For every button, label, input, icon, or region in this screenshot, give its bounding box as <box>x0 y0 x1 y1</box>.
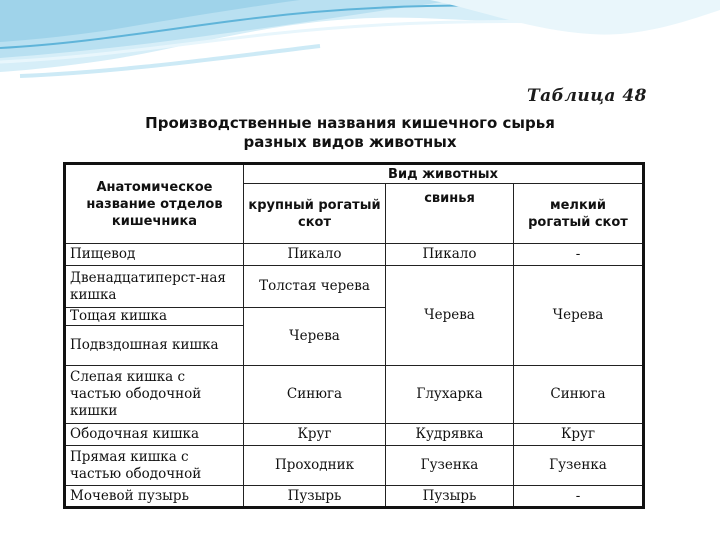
table-row <box>65 446 644 486</box>
cell-esophagus-small: - <box>514 244 644 266</box>
cell-merged-cattle: Черева <box>244 308 386 366</box>
row-name-colon: Ободочная кишка <box>65 424 244 446</box>
row-name-duodenum: Двенадцатиперст-ная кишка <box>65 266 244 308</box>
cell-colon-small: Круг <box>514 424 644 446</box>
table-title-line-2: разных видов животных <box>243 133 457 151</box>
cell-colon-cattle: Круг <box>244 424 386 446</box>
row-name-rectum: Прямая кишка с частью ободочной <box>65 446 244 486</box>
cell-cecum-small: Синюга <box>514 366 644 424</box>
table-number-label: Таблица 48 <box>527 86 647 106</box>
header-small-cattle: мелкий рогатый скот <box>514 184 644 244</box>
cell-cecum-pig: Глухарка <box>386 366 514 424</box>
cell-rectum-cattle: Проходник <box>244 446 386 486</box>
table-row <box>65 366 644 424</box>
cell-merged-small: Черева <box>514 266 644 366</box>
cell-duodenum-cattle: Толстая черева <box>244 266 386 308</box>
row-name-bladder: Мочевой пузырь <box>65 486 244 508</box>
intestine-names-table <box>63 162 645 509</box>
table-header-row <box>65 164 644 184</box>
cell-bladder-pig: Пузырь <box>386 486 514 508</box>
row-name-esophagus: Пищевод <box>65 244 244 266</box>
cell-bladder-small: - <box>514 486 644 508</box>
row-name-jejunum: Тощая кишка <box>65 308 244 326</box>
cell-merged-pig: Черева <box>386 266 514 366</box>
cell-esophagus-pig: Пикало <box>386 244 514 266</box>
cell-bladder-cattle: Пузырь <box>244 486 386 508</box>
cell-colon-pig: Кудрявка <box>386 424 514 446</box>
table-row <box>65 244 644 266</box>
row-name-ileum: Подвздошная кишка <box>65 326 244 366</box>
table-row <box>65 266 644 308</box>
table-title-line-1: Производственные названия кишечного сырья <box>145 114 555 132</box>
cell-rectum-small: Гузенка <box>514 446 644 486</box>
header-species-group: Вид животных <box>244 164 644 184</box>
cell-rectum-pig: Гузенка <box>386 446 514 486</box>
header-cattle: крупный рогатый скот <box>244 184 386 244</box>
table-row <box>65 424 644 446</box>
table-row <box>65 486 644 508</box>
table-title <box>130 114 570 152</box>
header-pig: свинья <box>386 184 514 244</box>
cell-cecum-cattle: Синюга <box>244 366 386 424</box>
cell-esophagus-cattle: Пикало <box>244 244 386 266</box>
row-name-cecum: Слепая кишка с частью ободочной кишки <box>65 366 244 424</box>
header-anatomical-name: Анатомическое название отделов кишечника <box>65 164 244 244</box>
